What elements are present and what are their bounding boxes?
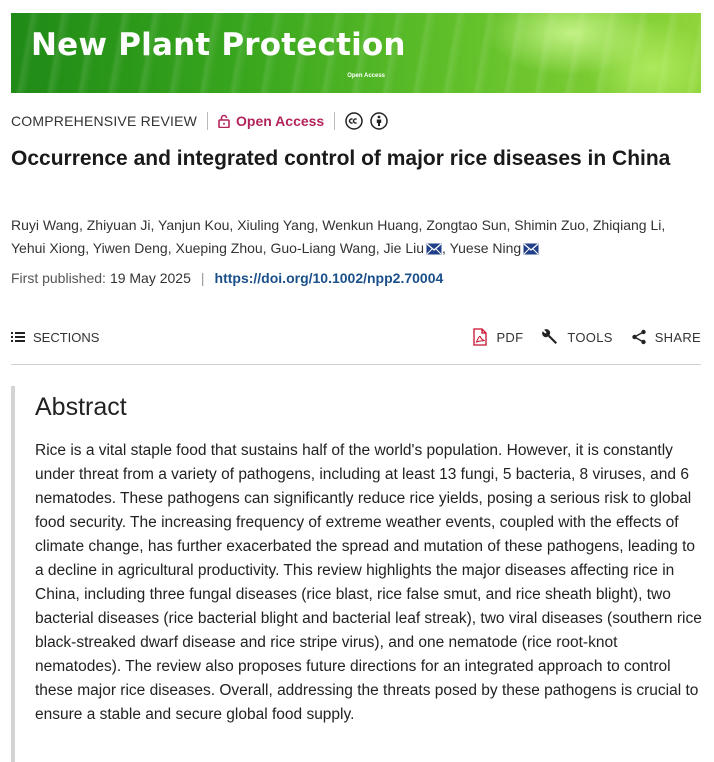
creative-commons-icon [345,112,363,130]
pdf-button[interactable] [472,328,523,346]
list-icon [11,331,25,343]
article-title: Occurrence and integrated control of major rice diseases in China [11,147,671,170]
pdf-label: PDF [496,329,524,345]
toolbar-divider [11,364,701,365]
article-meta-row [11,110,701,132]
license-icons[interactable] [345,112,388,130]
wrench-icon [541,328,559,346]
sections-button[interactable] [11,330,99,345]
mail-icon[interactable] [426,243,442,255]
divider [207,112,208,130]
pdf-icon [472,328,488,346]
sections-label: SECTIONS [33,329,100,345]
doi-link[interactable]: https://doi.org/10.1002/npp2.70004 [214,270,444,286]
tools-label: TOOLS [567,329,613,345]
author-corresponding[interactable]: Yuese Ning [449,240,522,256]
publication-info [11,270,443,286]
author-list [11,214,703,260]
author-names[interactable]: Ruyi Wang, Zhiyuan Ji, Yanjun Kou, Xiuling Yang, Wenkun Huang, Zongtao Sun, Shimin Zuo, Zhiqiang Li, Yehui Xiong, Yiwen Deng, Xueping Zhou, Guo-Liang Wang, Jie Liu [11,217,666,256]
publication-date: 19 May 2025 [109,270,191,286]
article-type: COMPREHENSIVE REVIEW [11,113,198,129]
share-button[interactable] [631,329,701,345]
divider [334,112,335,130]
attribution-icon [370,112,388,130]
open-access-label: Open Access [236,113,325,129]
first-published-label: First published: [11,270,106,286]
share-label: SHARE [654,329,701,345]
author-separator: , [442,240,450,256]
share-icon [631,329,647,345]
journal-banner[interactable] [11,13,701,93]
mail-icon[interactable] [523,243,539,255]
banner-open-access-tag: Open Access [347,73,385,79]
abstract-heading: Abstract [35,393,127,421]
article-toolbar [11,325,701,349]
unlock-icon [218,114,230,128]
open-access-badge[interactable] [218,113,324,129]
tools-button[interactable] [541,328,612,346]
abstract-section [11,386,711,762]
pub-separator: | [200,270,205,286]
abstract-text: Rice is a vital staple food that sustains half of the world's population. However, it is constantly under threat from a variety of pathogens, including at least 13 fungi, 5 bacteria, 8 viruses, and 6 nematodes. These pathogens can significantly reduce rice yields, posing a serious risk to global food security. The increasing frequency of extreme weather events, coupled with the effects of climate change, has further exacerbated the spread and mutation of these pathogens, leading to a decline in agricultural productivity. This review highlights the major diseases affecting rice in China, including three fungal diseases (rice blast, rice false smut, and rice sheath blight), two bacterial diseases (rice bacterial blight and bacterial leaf streak), two viral diseases (southern rice black-streaked dwarf disease and rice stripe virus), and one nematode (rice root-knot nematodes). The review also proposes future directions for an integrated approach to control these major rice diseases. Overall, addressing the threats posed by these pathogens is crucial to ensure a stable and secure global food supply. [35,442,702,723]
journal-title: New Plant Protection [31,27,406,63]
